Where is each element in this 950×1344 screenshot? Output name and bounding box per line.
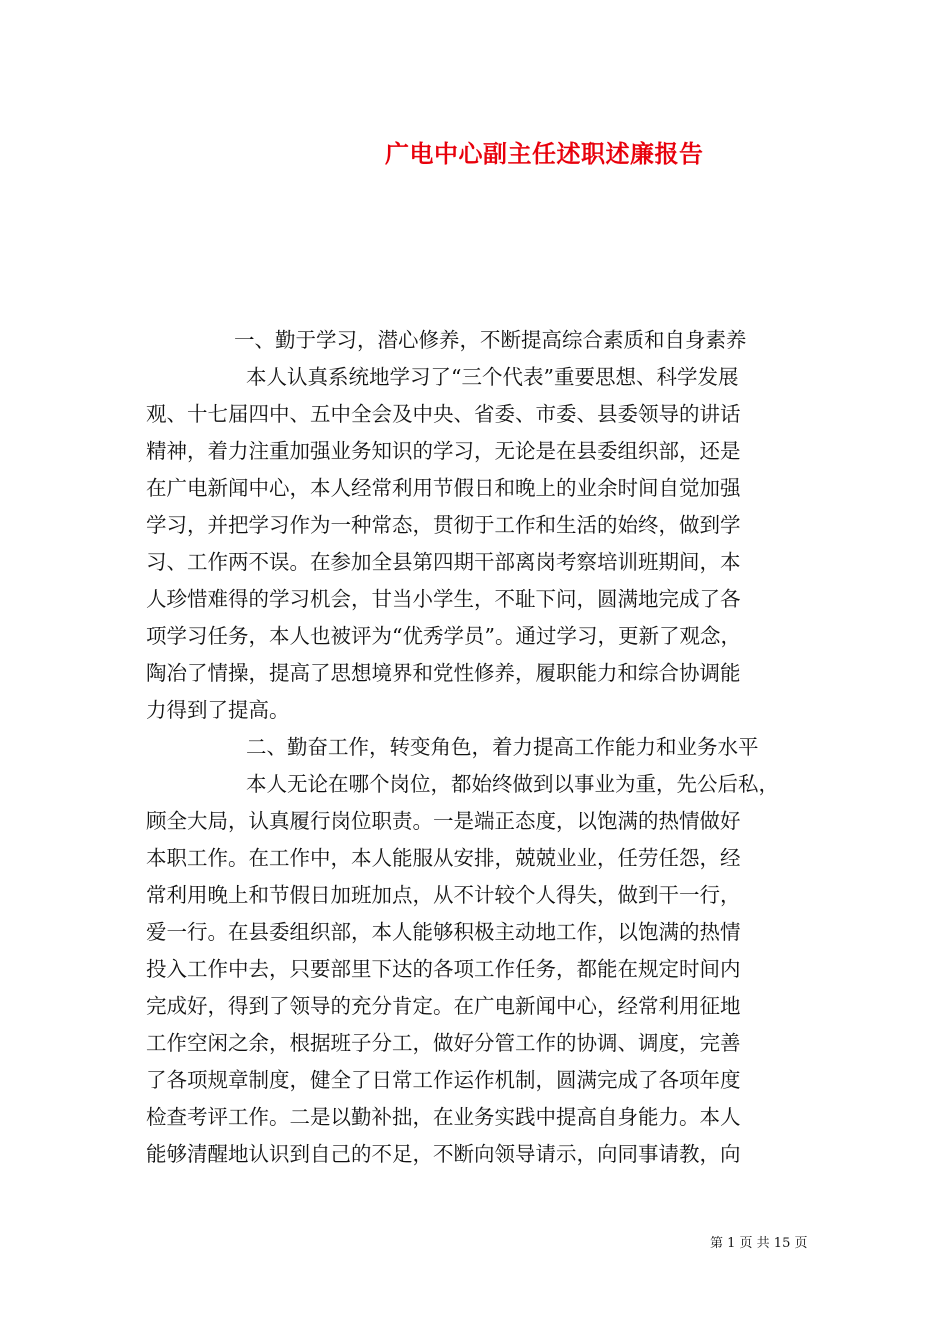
body-line: 力得到了提高。 [146,698,290,722]
body-line: 能够清醒地认识到自己的不足，不断向领导请示，向同事请教，向 [146,1142,741,1166]
body-line: 顾全大局，认真履行岗位职责。一是端正态度，以饱满的热情做好 [146,809,741,833]
body-line: 完成好，得到了领导的充分肯定。在广电新闻中心，经常利用征地 [146,994,741,1018]
body-line: 本职工作。在工作中，本人能服从安排，兢兢业业，任劳任怨，经 [146,846,741,870]
body-line: 在广电新闻中心，本人经常利用节假日和晚上的业余时间自觉加强 [146,476,741,500]
body-line: 投入工作中去，只要部里下达的各项工作任务，都能在规定时间内 [146,957,741,981]
section-heading: 一、勤于学习，潜心修养，不断提高综合素质和自身素养 [234,328,747,352]
body-line: 检查考评工作。二是以勤补拙，在业务实践中提高自身能力。本人 [146,1105,741,1129]
body-line: 学习，并把学习作为一种常态，贯彻于工作和生活的始终，做到学 [146,513,741,537]
body-line: 爱一行。在县委组织部，本人能够积极主动地工作，以饱满的热情 [146,920,741,944]
body-line: 习、工作两不误。在参加全县第四期干部离岗考察培训班期间，本 [146,550,741,574]
body-line: 精神，着力注重加强业务知识的学习，无论是在县委组织部，还是 [146,439,741,463]
document-title: 广电中心副主任述职述廉报告 [385,139,704,168]
body-line: 观、十七届四中、五中全会及中央、省委、市委、县委领导的讲话 [146,402,741,426]
body-line: 了各项规章制度，健全了日常工作运作机制，圆满完成了各项年度 [146,1068,741,1092]
body-line: 工作空闲之余，根据班子分工，做好分管工作的协调、调度，完善 [146,1031,741,1055]
body-line: 常利用晚上和节假日加班加点，从不计较个人得失，做到干一行， [146,883,741,907]
page-footer: 第 1 页 共 15 页 [710,1236,808,1251]
body-line: 本人认真系统地学习了“三个代表”重要思想、科学发展 [246,365,739,389]
body-line: 项学习任务，本人也被评为“优秀学员”。通过学习，更新了观念， [146,624,741,648]
body-line: 本人无论在哪个岗位，都始终做到以事业为重，先公后私， [246,772,779,796]
document-body [146,322,810,1173]
section-heading: 二、勤奋工作，转变角色，着力提高工作能力和业务水平 [246,735,759,759]
body-line: 人珍惜难得的学习机会，甘当小学生，不耻下问，圆满地完成了各 [146,587,741,611]
body-line: 陶冶了情操，提高了思想境界和党性修养，履职能力和综合协调能 [146,661,741,685]
